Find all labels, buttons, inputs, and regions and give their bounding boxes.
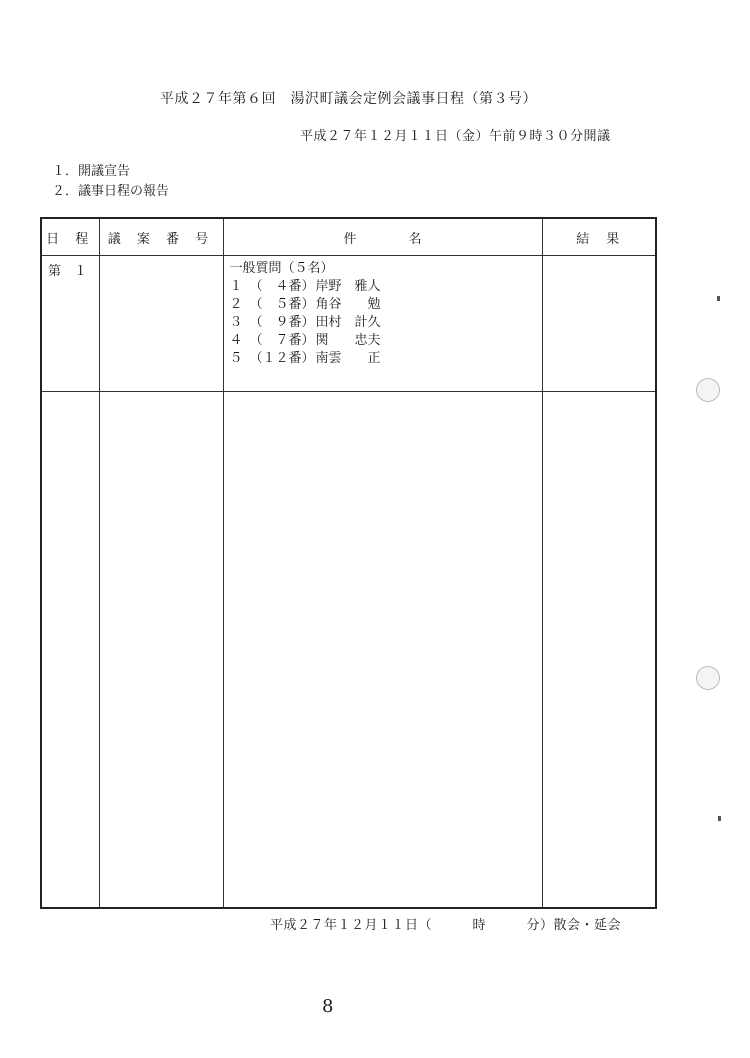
list-item: ４ （ ７番） 関 忠夫	[229, 333, 381, 348]
bill-number-cell	[99, 256, 223, 392]
punch-hole-icon	[696, 666, 720, 690]
subject-cell	[223, 256, 542, 392]
scan-speck	[718, 816, 721, 821]
table-header-row	[41, 218, 656, 256]
schedule-cell	[41, 256, 99, 392]
schedule-table	[40, 217, 657, 909]
list-item: ５ （１２番） 南雲 正	[229, 351, 381, 366]
list-item: ２ （ ５番） 角谷 勉	[229, 297, 381, 312]
list-item: １ （ ４番） 岸野 雅人	[229, 279, 381, 294]
list-item: ３ （ ９番） 田村 計久	[229, 315, 381, 330]
agenda-item-opening: １．開議宣告	[52, 164, 131, 179]
header-schedule: 日 程	[41, 218, 99, 256]
scan-speck	[717, 296, 720, 301]
table-row-empty	[41, 392, 656, 909]
agenda-item-report: ２．議事日程の報告	[52, 184, 170, 199]
table-row	[41, 256, 656, 392]
punch-hole-icon	[696, 378, 720, 402]
schedule-label: 第 １	[48, 264, 88, 279]
document-title: 平成２７年第６回 湯沢町議会定例会議事日程（第３号）	[160, 91, 537, 107]
result-cell	[542, 256, 656, 392]
adjournment-line: 平成２７年１２月１１日（ 時 分）散会・延会	[270, 918, 622, 933]
header-bill-number: 議 案 番 号	[99, 218, 223, 256]
header-result: 結 果	[542, 218, 656, 256]
session-date: 平成２７年１２月１１日（金）午前９時３０分開議	[300, 129, 611, 144]
subject-title: 一般質問（５名）	[229, 261, 334, 276]
page-number: 8	[322, 996, 334, 1017]
header-subject: 件 名	[223, 218, 542, 256]
